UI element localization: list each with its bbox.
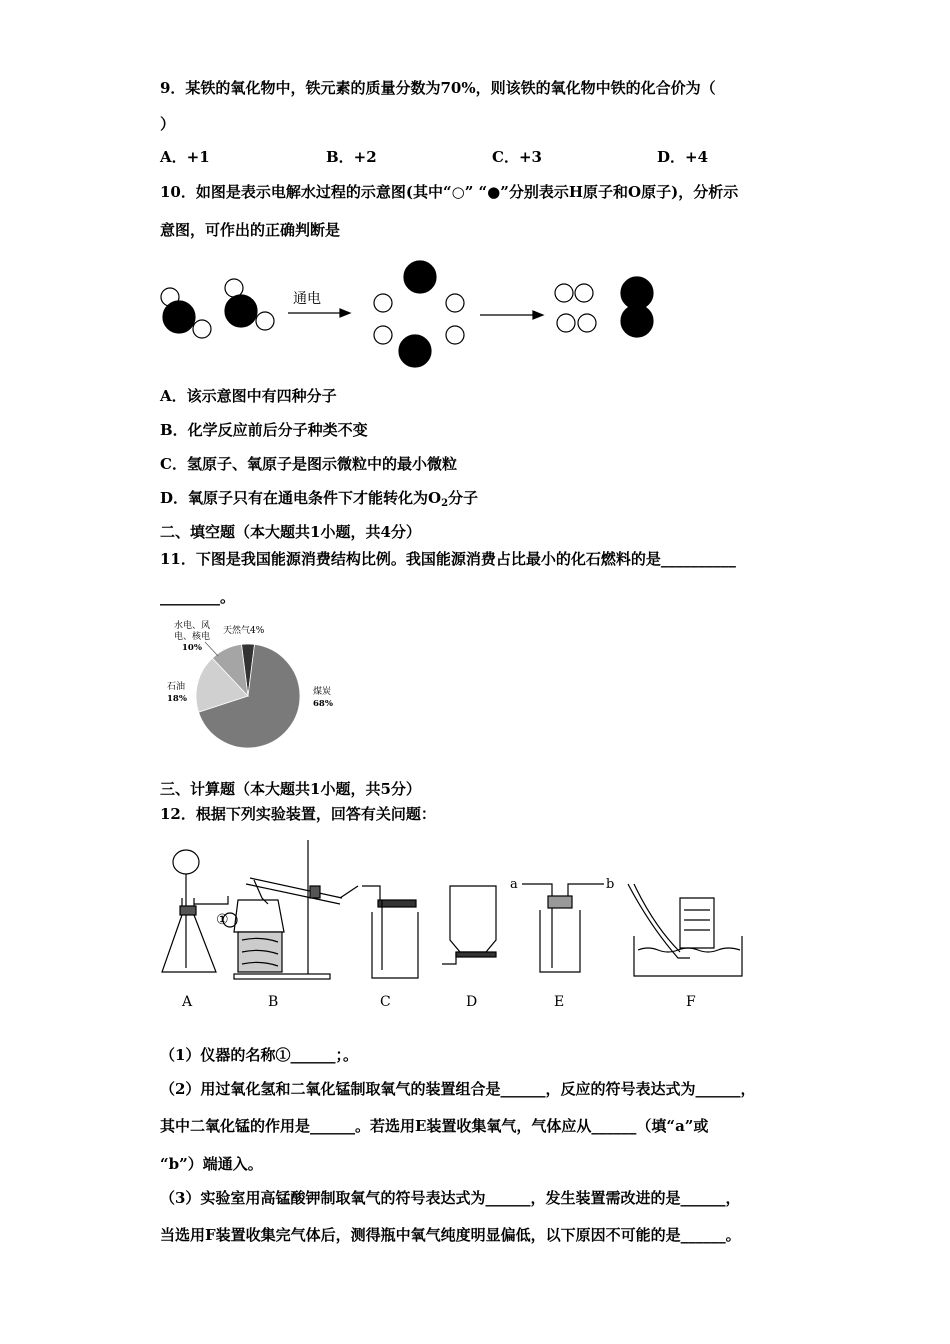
- apparatus-b: [223, 840, 358, 979]
- q9-option-a: A．+1: [160, 148, 210, 166]
- q9-line-2: ）: [160, 115, 176, 133]
- q12-line-1: 12．根据下列实验装置，回答有关问题：: [160, 805, 436, 823]
- o-atom: [621, 277, 653, 309]
- energy-pie-chart: [160, 612, 360, 757]
- label-d: D: [466, 994, 478, 1010]
- q9-option-b: B．+2: [326, 148, 377, 166]
- q10-option-d: [160, 488, 478, 514]
- leader-hydro: [205, 642, 218, 656]
- electrolysis-diagram: [150, 255, 670, 375]
- arrow-1-head: [340, 309, 350, 317]
- marker-a: a: [510, 877, 518, 892]
- label-b: B: [268, 994, 279, 1010]
- label-a: A: [182, 994, 193, 1010]
- q9-option-c: C．+3: [492, 148, 542, 166]
- h-atom: [256, 312, 274, 330]
- q11-line-2: ________。: [160, 588, 236, 606]
- q10-option-b: B．化学反应前后分子种类不变: [160, 421, 368, 439]
- q12-part-2-line-3: “b”）端通入。: [160, 1155, 263, 1173]
- marker-circled-1: ①: [216, 912, 229, 928]
- label-coal-pct: 68%: [313, 699, 333, 709]
- h-atom: [557, 314, 575, 332]
- label-e: E: [554, 994, 565, 1010]
- q9-option-d: D．+4: [657, 148, 709, 166]
- q10-option-a: A．该示意图中有四种分子: [160, 387, 337, 405]
- o-atom: [404, 261, 436, 293]
- o-atom: [399, 335, 431, 367]
- h-atom: [225, 279, 243, 297]
- o-atom: [225, 295, 257, 327]
- label-coal: 煤炭: [313, 687, 332, 697]
- apparatus-f: [628, 884, 742, 976]
- label-hydro-line1: 水电、风: [174, 621, 211, 631]
- label-oil-pct: 18%: [167, 694, 187, 704]
- q12-part-1: （1）仪器的名称①______；。: [160, 1046, 358, 1064]
- electrolysis-label: 通电: [293, 291, 321, 307]
- arrow-2-head: [533, 311, 543, 319]
- apparatus-diagram: [150, 840, 760, 1015]
- h-atom: [575, 284, 593, 302]
- q12-part-3-line-2: 当选用F装置收集完气体后，测得瓶中氧气纯度明显偏低，以下原因不可能的是______。: [160, 1226, 741, 1244]
- q12-part-2-line-1: （2）用过氧化氢和二氧化锰制取氧气的装置组合是______，反应的符号表达式为______，: [160, 1080, 756, 1098]
- h-atom: [374, 294, 392, 312]
- q10-line-1: 10．如图是表示电解水过程的示意图(其中“○” “●”分别表示H原子和O原子)，分析示: [160, 183, 739, 201]
- h-atom: [374, 326, 392, 344]
- o-atom: [163, 301, 195, 333]
- h-atom: [555, 284, 573, 302]
- label-f: F: [686, 994, 696, 1010]
- marker-b: b: [606, 877, 615, 892]
- section-3-title: 三、计算题（本大题共1小题，共5分）: [160, 780, 421, 798]
- q12-part-2-line-2: 其中二氧化锰的作用是______。若选用E装置收集氧气，气体应从______（填“a”或: [160, 1117, 709, 1135]
- h-atom: [578, 314, 596, 332]
- label-hydro-pct: 10%: [182, 643, 202, 653]
- label-hydro-line2: 电、核电: [174, 632, 211, 642]
- q10-option-c: C．氢原子、氧原子是图示微粒中的最小微粒: [160, 455, 457, 473]
- subscript-2: 2: [441, 498, 449, 509]
- q10-option-d-text: D．氧原子只有在通电条件下才能转化为O: [160, 489, 442, 507]
- apparatus-e: [522, 884, 604, 972]
- o-atom: [621, 305, 653, 337]
- section-2-title: 二、填空题（本大题共1小题，共4分）: [160, 523, 421, 541]
- q10-line-2: 意图，可作出的正确判断是: [160, 221, 341, 239]
- q10-option-d-suffix: 分子: [448, 489, 479, 507]
- apparatus-c: [362, 886, 418, 978]
- label-c: C: [380, 994, 391, 1010]
- h-atom: [193, 320, 211, 338]
- apparatus-d: [442, 886, 496, 964]
- label-gas: 天然气4%: [223, 626, 265, 636]
- h-atom: [446, 294, 464, 312]
- q11-line-1: 11．下图是我国能源消费结构比例。我国能源消费占比最小的化石燃料的是__________: [160, 550, 736, 568]
- label-oil: 石油: [167, 682, 186, 692]
- q12-part-3-line-1: （3）实验室用高锰酸钾制取氧气的符号表达式为______，发生装置需改进的是______，: [160, 1189, 741, 1207]
- h-atom: [446, 326, 464, 344]
- apparatus-a: [162, 850, 228, 972]
- q9-line-1: 9．某铁的氧化物中，铁元素的质量分数为70%，则该铁的氧化物中铁的化合价为（: [160, 79, 716, 97]
